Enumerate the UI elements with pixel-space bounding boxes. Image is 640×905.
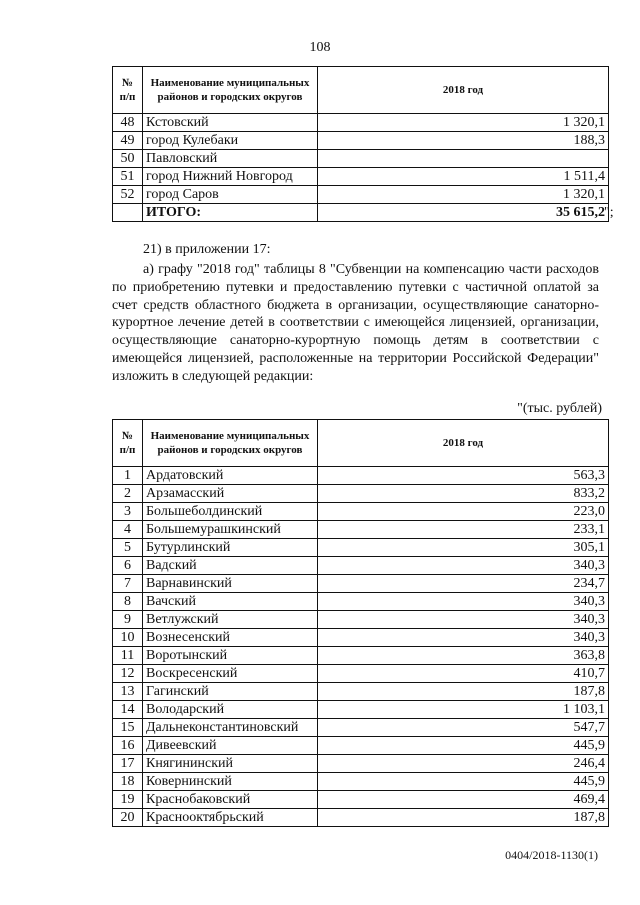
row-name: Ардатовский xyxy=(143,467,318,485)
row-number: 13 xyxy=(113,683,143,701)
row-value: 340,3 xyxy=(318,629,609,647)
row-name: Ковернинский xyxy=(143,773,318,791)
row-value: 445,9 xyxy=(318,737,609,755)
row-name: Варнавинский xyxy=(143,575,318,593)
row-name: Воскресенский xyxy=(143,665,318,683)
header-year: 2018 год xyxy=(318,420,609,467)
row-name: Краснооктябрьский xyxy=(143,809,318,827)
table-row xyxy=(113,132,609,150)
row-number: 18 xyxy=(113,773,143,791)
header-num: № п/п xyxy=(113,67,143,114)
row-number: 9 xyxy=(113,611,143,629)
table-row xyxy=(113,485,609,503)
row-name: Павловский xyxy=(143,150,318,168)
table-row xyxy=(113,611,609,629)
row-name: Володарский xyxy=(143,701,318,719)
row-value: 340,3 xyxy=(318,593,609,611)
row-number: 3 xyxy=(113,503,143,521)
row-value: 223,0 xyxy=(318,503,609,521)
table-row xyxy=(113,719,609,737)
row-value: 340,3 xyxy=(318,557,609,575)
row-value: 187,8 xyxy=(318,809,609,827)
row-value: 233,1 xyxy=(318,521,609,539)
row-value: 563,3 xyxy=(318,467,609,485)
total-label: ИТОГО: xyxy=(143,204,318,222)
header-num: № п/п xyxy=(113,420,143,467)
row-name: Вачский xyxy=(143,593,318,611)
document-code: 0404/2018-1130(1) xyxy=(505,848,598,862)
table-row xyxy=(113,773,609,791)
header-name: Наименование муниципальных районов и городских округов xyxy=(143,67,318,114)
table-row xyxy=(113,114,609,132)
row-name: город Нижний Новгород xyxy=(143,168,318,186)
row-name: Княгининский xyxy=(143,755,318,773)
table-header-row xyxy=(113,420,609,467)
row-name: Вознесенский xyxy=(143,629,318,647)
row-name: Большемурашкинский xyxy=(143,521,318,539)
header-name: Наименование муниципальных районов и городских округов xyxy=(143,420,318,467)
row-number: 16 xyxy=(113,737,143,755)
table-row xyxy=(113,521,609,539)
row-name: Гагинский xyxy=(143,683,318,701)
table-row xyxy=(113,467,609,485)
row-value: 547,7 xyxy=(318,719,609,737)
row-value: 305,1 xyxy=(318,539,609,557)
row-value: 469,4 xyxy=(318,791,609,809)
row-number: 8 xyxy=(113,593,143,611)
table-row xyxy=(113,629,609,647)
row-number: 15 xyxy=(113,719,143,737)
table-row xyxy=(113,755,609,773)
row-name: Дальнеконстантиновский xyxy=(143,719,318,737)
row-name: город Саров xyxy=(143,186,318,204)
row-value: 340,3 xyxy=(318,611,609,629)
row-name: Воротынский xyxy=(143,647,318,665)
table-row xyxy=(113,557,609,575)
row-name: Дивеевский xyxy=(143,737,318,755)
row-number: 1 xyxy=(113,467,143,485)
row-value: 363,8 xyxy=(318,647,609,665)
row-number: 20 xyxy=(113,809,143,827)
row-number: 7 xyxy=(113,575,143,593)
table-row xyxy=(113,737,609,755)
table-row xyxy=(113,575,609,593)
row-name: Кстовский xyxy=(143,114,318,132)
row-value: 833,2 xyxy=(318,485,609,503)
row-number: 50 xyxy=(113,150,143,168)
row-number: 14 xyxy=(113,701,143,719)
row-number: 49 xyxy=(113,132,143,150)
row-value: 1 511,4 xyxy=(318,168,609,186)
table-row xyxy=(113,809,609,827)
row-value: 445,9 xyxy=(318,773,609,791)
total-num-cell xyxy=(113,204,143,222)
row-value: 187,8 xyxy=(318,683,609,701)
row-value: 410,7 xyxy=(318,665,609,683)
header-year: 2018 год xyxy=(318,67,609,114)
table-row xyxy=(113,791,609,809)
row-number: 19 xyxy=(113,791,143,809)
table-row xyxy=(113,539,609,557)
row-number: 5 xyxy=(113,539,143,557)
row-number: 17 xyxy=(113,755,143,773)
table-2 xyxy=(112,419,609,827)
row-value: 1 320,1 xyxy=(318,186,609,204)
table-row xyxy=(113,683,609,701)
row-value: 188,3 xyxy=(318,132,609,150)
closing-quote: "; xyxy=(604,205,614,220)
row-name: Бутурлинский xyxy=(143,539,318,557)
row-value: 246,4 xyxy=(318,755,609,773)
table-row xyxy=(113,150,609,168)
row-number: 11 xyxy=(113,647,143,665)
row-name: город Кулебаки xyxy=(143,132,318,150)
row-number: 51 xyxy=(113,168,143,186)
row-number: 12 xyxy=(113,665,143,683)
table-row xyxy=(113,665,609,683)
table-row xyxy=(113,186,609,204)
section-21-heading: 21) в приложении 17: xyxy=(143,242,271,257)
table-row xyxy=(113,701,609,719)
total-row xyxy=(113,204,609,222)
row-value: 1 320,1 xyxy=(318,114,609,132)
table-row xyxy=(113,593,609,611)
total-value: 35 615,2 xyxy=(318,204,609,222)
row-number: 6 xyxy=(113,557,143,575)
row-name: Большеболдинский xyxy=(143,503,318,521)
table-row xyxy=(113,503,609,521)
row-number: 10 xyxy=(113,629,143,647)
units-label: "(тыс. рублей) xyxy=(517,401,602,416)
row-name: Ветлужский xyxy=(143,611,318,629)
row-value xyxy=(318,150,609,168)
row-name: Вадский xyxy=(143,557,318,575)
row-value: 1 103,1 xyxy=(318,701,609,719)
row-number: 4 xyxy=(113,521,143,539)
table-row xyxy=(113,647,609,665)
paragraph-a: а) графу "2018 год" таблицы 8 "Субвенции на компенсацию части расходов по приобретению путевки и предоставлению путевки с частичной оплатой за счет средств областного бюджета в организации, осуществляющие санаторно-курортное лечение детей в соответствии с имеющейся лицензией, организации, осуществляющие санаторно-курортную помощь детям в соответствии с имеющейся лицензией, расположенные на территории Российской Федерации" изложить в следующей редакции: xyxy=(112,262,599,384)
row-number: 2 xyxy=(113,485,143,503)
row-name: Краснобаковский xyxy=(143,791,318,809)
row-number: 52 xyxy=(113,186,143,204)
table-2-body xyxy=(113,467,609,827)
table-header-row xyxy=(113,67,609,114)
table-1-body xyxy=(113,114,609,204)
table-1 xyxy=(112,66,609,222)
table-row xyxy=(113,168,609,186)
page-number: 108 xyxy=(309,40,331,55)
row-name: Арзамасский xyxy=(143,485,318,503)
row-number: 48 xyxy=(113,114,143,132)
row-value: 234,7 xyxy=(318,575,609,593)
